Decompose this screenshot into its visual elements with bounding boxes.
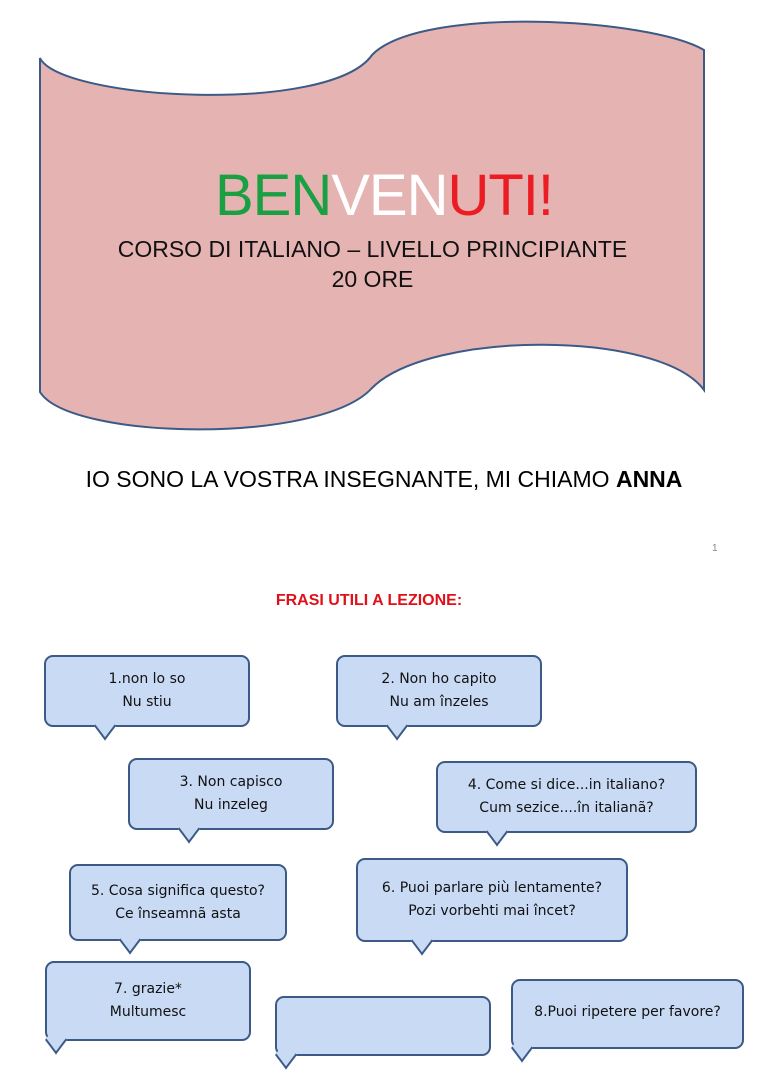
- phrase-romanian: Multumesc: [109, 1004, 187, 1020]
- phrase-bubble-5: [69, 864, 287, 941]
- phrase-bubble-4: [436, 761, 697, 833]
- course-duration: 20 ORE: [331, 266, 414, 292]
- phrase-romanian: Cum sezice....în italianã?: [479, 800, 654, 816]
- phrase-italian: 1.non lo so: [108, 671, 186, 687]
- phrase-romanian: Pozi vorbehti mai încet?: [408, 903, 576, 919]
- page-number: 1: [712, 543, 718, 554]
- phrase-romanian: Nu stiu: [122, 694, 172, 710]
- banner-title-part-2: VEN: [331, 163, 448, 228]
- phrase-bubble-3: [128, 758, 334, 830]
- phrase-romanian: Ce înseamnã asta: [115, 905, 241, 922]
- phrase-bubble-2: [336, 655, 542, 727]
- phrase-bubble-empty: [275, 996, 491, 1056]
- section-heading: FRASI UTILI A LEZIONE:: [275, 592, 463, 609]
- banner-title-part-1: BEN: [214, 163, 332, 228]
- phrase-italian: 8.Puoi ripetere per favore?: [534, 1004, 721, 1020]
- phrase-bubble-1: [44, 655, 250, 727]
- phrase-bubble-6: [356, 858, 628, 942]
- phrase-italian: 4. Come si dice...in italiano?: [467, 777, 666, 793]
- teacher-intro: [0, 466, 768, 493]
- phrase-bubble-8: [511, 979, 744, 1049]
- course-subtitle: CORSO DI ITALIANO – LIVELLO PRINCIPIANTE: [117, 236, 628, 262]
- teacher-name: ANNA: [615, 466, 683, 492]
- phrase-italian: 2. Non ho capito: [381, 671, 497, 687]
- phrase-romanian: Nu am înzeles: [389, 694, 489, 710]
- intro-text: IO SONO LA VOSTRA INSEGNANTE, MI CHIAMO: [85, 466, 616, 492]
- phrase-italian: 3. Non capisco: [179, 774, 283, 790]
- banner-title-part-3: UTI!: [447, 163, 554, 228]
- phrase-italian: 5. Cosa significa questo?: [90, 882, 265, 899]
- phrase-bubble-7: [45, 961, 251, 1041]
- phrase-romanian: Nu inzeleg: [194, 797, 268, 813]
- phrase-italian: 6. Puoi parlare più lentamente?: [381, 880, 603, 896]
- phrase-italian: 7. grazie*: [114, 981, 182, 997]
- banner-title: [0, 160, 768, 232]
